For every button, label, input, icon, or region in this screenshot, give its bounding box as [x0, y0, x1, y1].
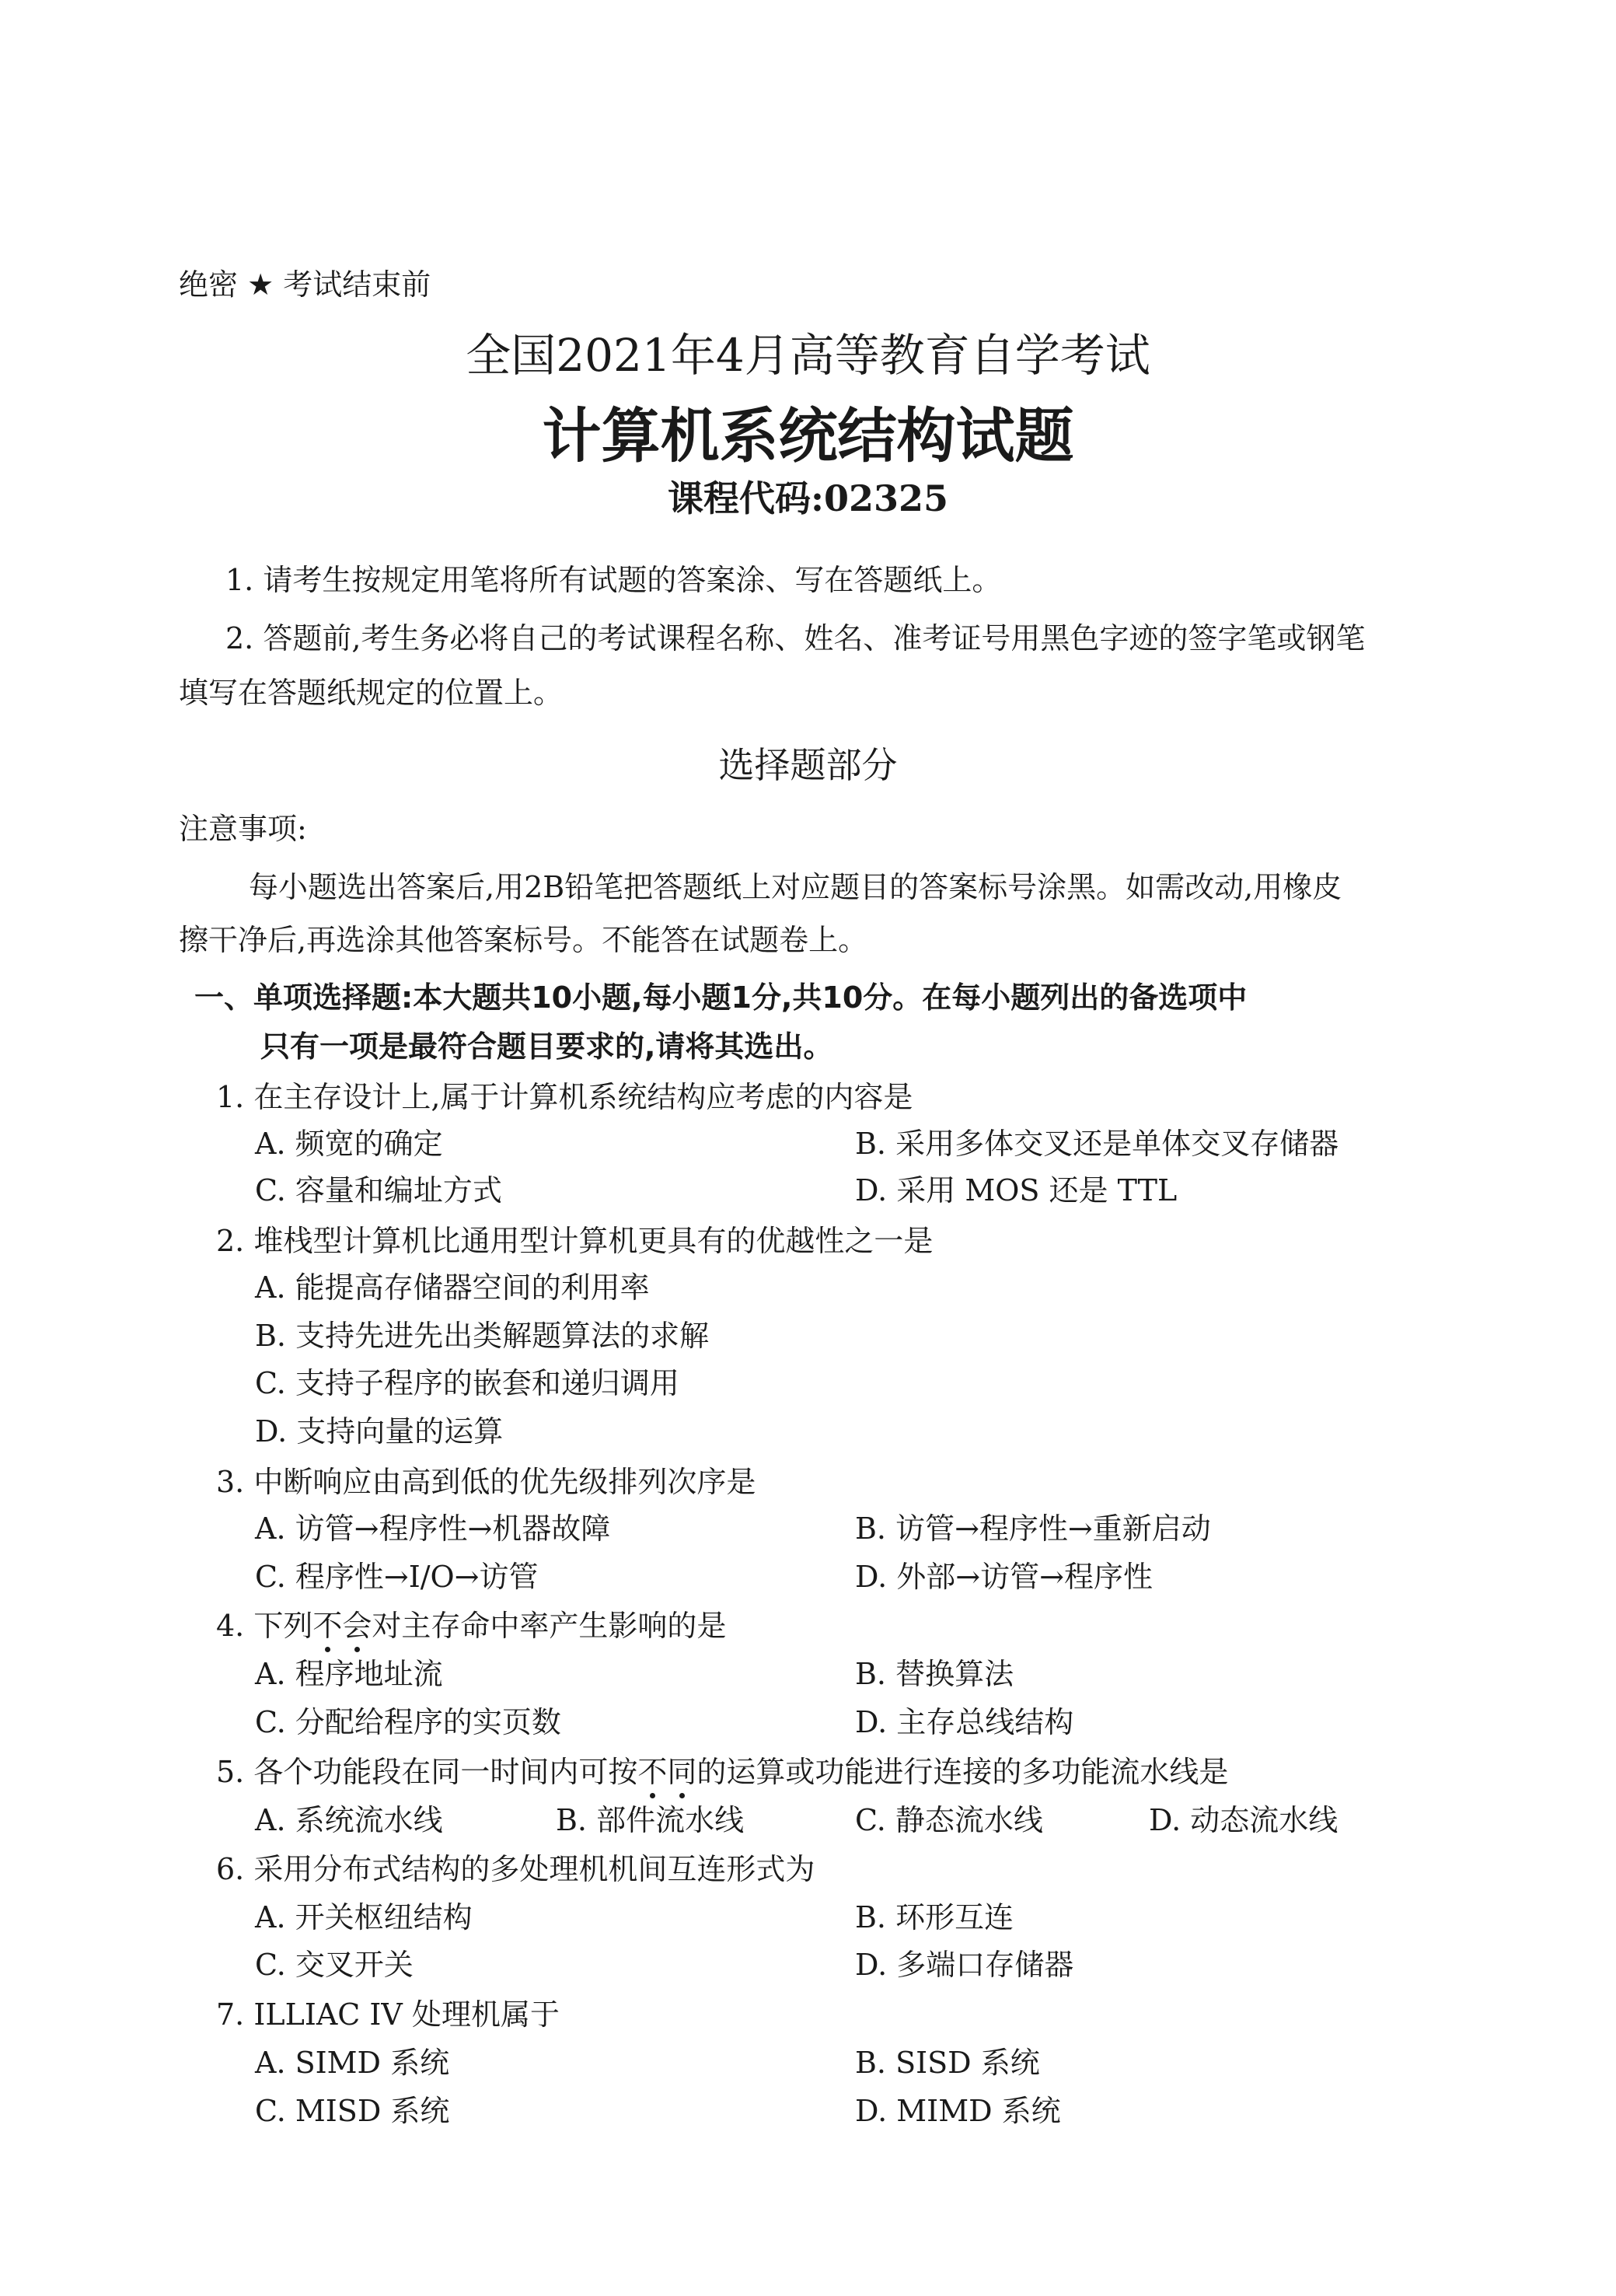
notice-label: 注意事项: [179, 812, 307, 846]
q3-option-c: C. 程序性→I/O→访管 [255, 1560, 539, 1594]
instruction-2-line2: 填写在答题纸规定的位置上。 [179, 676, 564, 710]
question-7: 7. ILLIAC IV 处理机属于 [216, 1997, 560, 2032]
q1-option-a: A. 频宽的确定 [255, 1127, 443, 1161]
q7-option-b: B. SISD 系统 [855, 2046, 1040, 2080]
question-5-emphasis-2: 同 [667, 1748, 696, 1791]
question-5-emphasis-1: 不 [637, 1748, 667, 1791]
q5-option-a: A. 系统流水线 [255, 1803, 443, 1837]
q4-option-b: B. 替换算法 [855, 1657, 1014, 1691]
part1-heading-line2: 只有一项是最符合题目要求的,请将其选出。 [260, 1029, 833, 1064]
q7-option-c: C. MISD 系统 [255, 2094, 450, 2128]
question-4 [216, 1602, 726, 1644]
q1-option-c: C. 容量和编址方式 [255, 1173, 502, 1207]
question-2: 2. 堆栈型计算机比通用型计算机更具有的优越性之一是 [216, 1224, 934, 1258]
question-4-stem-pre: 4. 下列 [216, 1609, 313, 1643]
confidential-mark: 绝密 ★ 考试结束前 [179, 267, 431, 302]
question-4-stem-post: 对主存命中率产生影响的是 [372, 1609, 727, 1643]
q3-option-a: A. 访管→程序性→机器故障 [255, 1511, 611, 1546]
q4-option-d: D. 主存总线结构 [855, 1705, 1074, 1739]
question-6: 6. 采用分布式结构的多处理机机间互连形式为 [216, 1852, 815, 1886]
q3-option-b: B. 访管→程序性→重新启动 [855, 1511, 1211, 1546]
q5-option-b: B. 部件流水线 [556, 1803, 745, 1837]
q6-option-c: C. 交叉开关 [255, 1948, 414, 1982]
q5-option-d: D. 动态流水线 [1149, 1803, 1339, 1837]
q2-option-d: D. 支持向量的运算 [255, 1414, 504, 1449]
q3-option-d: D. 外部→访管→程序性 [855, 1560, 1153, 1594]
q6-option-b: B. 环形互连 [855, 1900, 1014, 1934]
q1-option-b: B. 采用多体交叉还是单体交叉存储器 [855, 1127, 1339, 1161]
question-3: 3. 中断响应由高到低的优先级排列次序是 [216, 1465, 756, 1499]
q1-option-d: D. 采用 MOS 还是 TTL [855, 1173, 1178, 1207]
question-5 [216, 1748, 1228, 1791]
q2-option-c: C. 支持子程序的嵌套和递归调用 [255, 1366, 679, 1400]
q2-option-a: A. 能提高存储器空间的利用率 [255, 1270, 650, 1305]
instruction-1: 1. 请考生按规定用笔将所有试题的答案涂、写在答题纸上。 [225, 563, 1002, 597]
course-code: 课程代码:02325 [667, 477, 948, 519]
q2-option-b: B. 支持先进先出类解题算法的求解 [255, 1319, 710, 1353]
part1-heading-line1: 一、单项选择题:本大题共10小题,每小题1分,共10分。在每小题列出的备选项中 [194, 980, 1248, 1015]
exam-title: 全国2021年4月高等教育自学考试 [466, 329, 1150, 382]
question-4-emphasis-1: 不 [312, 1602, 342, 1644]
q4-option-c: C. 分配给程序的实页数 [255, 1705, 561, 1739]
q5-option-c: C. 静态流水线 [855, 1803, 1043, 1837]
section-title: 选择题部分 [718, 744, 898, 786]
notice-line1: 每小题选出答案后,用2B铅笔把答题纸上对应题目的答案标号涂黑。如需改动,用橡皮 [249, 870, 1342, 904]
question-1: 1. 在主存设计上,属于计算机系统结构应考虑的内容是 [216, 1080, 913, 1114]
q6-option-d: D. 多端口存储器 [855, 1948, 1074, 1982]
instruction-2-line1: 2. 答题前,考生务必将自己的考试课程名称、姓名、准考证号用黑色字迹的签字笔或钢笔 [225, 621, 1366, 655]
q7-option-a: A. SIMD 系统 [255, 2046, 450, 2080]
notice-line2: 擦干净后,再选涂其他答案标号。不能答在试题卷上。 [179, 923, 868, 957]
question-5-stem-post: 的运算或功能进行连接的多功能流水线是 [696, 1755, 1229, 1789]
paper-title: 计算机系统结构试题 [542, 401, 1074, 470]
question-4-emphasis-2: 会 [342, 1602, 372, 1644]
q4-option-a: A. 程序地址流 [255, 1657, 443, 1691]
question-5-stem-pre: 5. 各个功能段在同一时间内可按 [216, 1755, 638, 1789]
q6-option-a: A. 开关枢纽结构 [255, 1900, 473, 1934]
q7-option-d: D. MIMD 系统 [855, 2094, 1061, 2128]
